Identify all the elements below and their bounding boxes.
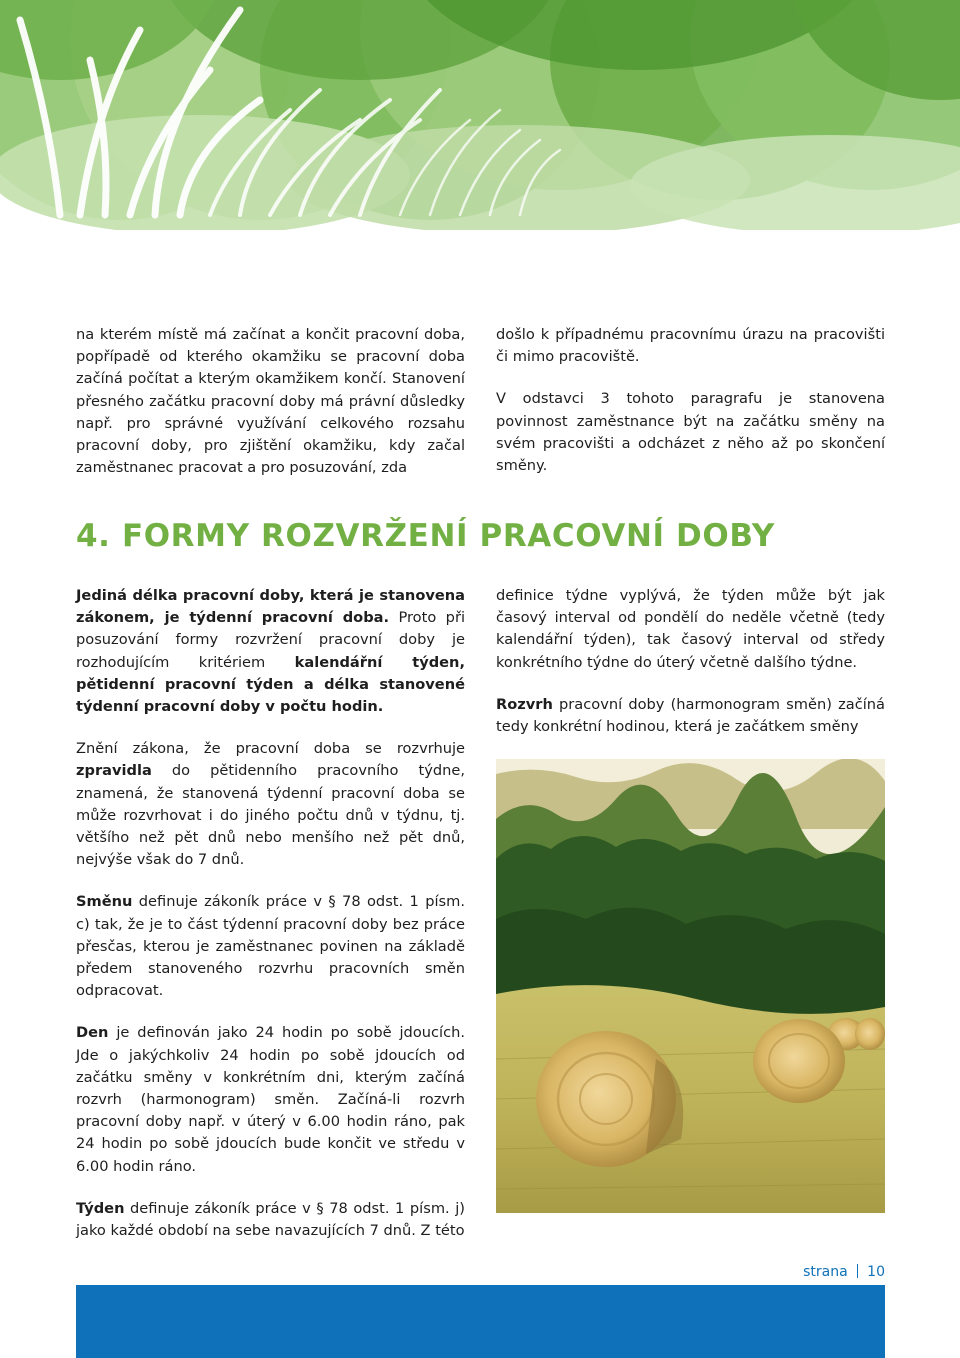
body-text: pracovní doby (harmonogram směn) začíná tedy konkrétní hodinou, která je začátkem směny (496, 695, 885, 736)
body-left-column (76, 585, 465, 1262)
hay-bales-photo (496, 759, 885, 1213)
intro-right-paragraph-1: došlo k případnému pracovnímu úrazu na pracovišti či mimo pracoviště. (496, 326, 885, 366)
body-text: do pětidenního pracovního týdne, znamená, že stanovená týdenní pracovní doba se může rozvrhovat i do jiného počtu dnů v týdnu, tj. většího než pět dnů nebo menšího než pět dnů, nejvýše však do 7 dnů. (76, 762, 465, 869)
body-text: Znění zákona, že pracovní doba se rozvrhuje (76, 740, 465, 758)
bold-text: Jediná délka pracovní doby, která je stanovena zákonem, je týdenní pracovní doba. (76, 587, 465, 627)
decorative-leaf-header (0, 0, 960, 230)
footer-bar (76, 1285, 885, 1358)
paragraph-shift-definition (76, 891, 465, 1002)
paragraph-day-definition (76, 1022, 465, 1177)
body-text: definuje zákoník práce v § 78 odst. 1 písm. j) jako každé období na sebe navazujících 7 dnů. Z této (76, 1199, 465, 1240)
bold-text: kalendářní týden, pětidenní pracovní týden a délka stanovené týdenní pracovní doby v počtu hodin. (76, 653, 465, 716)
intro-right-paragraph-2: V odstavci 3 tohoto paragrafu je stanovena povinnost zaměstnance být na začátku směny na svém pracovišti a odcházet z něho až po skončení směny. (496, 390, 885, 475)
paragraph-weekly-hours (76, 585, 465, 718)
page-label: strana (803, 1264, 848, 1280)
bold-text: zpravidla (76, 762, 152, 780)
bold-text: Směnu (76, 893, 133, 911)
body-right-column (496, 585, 885, 758)
intro-left-column (76, 324, 465, 499)
bold-text: Týden (76, 1199, 125, 1217)
body-text: Proto při posuzování formy rozvržení pracovní doby je rozhodujícím kritériem (76, 609, 465, 671)
paragraph-five-day-week (76, 738, 465, 871)
paragraph-week-definition (76, 1198, 465, 1242)
intro-left-paragraph: na kterém místě má začínat a končit pracovní doba, popřípadě od kterého okamžiku se pracovní doba začíná počítat a kterým okamžikem končí. Stanovení přesného začátku pracovní doby má právní důsledky např. pro správné využívání celkového rozsahu pracovní doby, pro zjištění okamžiku, kdy začal zaměstnanec pracovat a pro posuzování, zda (76, 326, 465, 477)
bold-text: Den (76, 1024, 109, 1042)
page-separator (857, 1264, 859, 1278)
paragraph-week-continued: definice týdne vyplývá, že týden může být jak časový interval od pondělí do neděle včetně (tedy kalendářní týden), tak časový interval od středy konkrétního týdne do úterý včetně dalšího týdne. (496, 587, 885, 671)
body-text: definuje zákoník práce v § 78 odst. 1 písm. c) tak, že je to část týdenní pracovní doby bez práce přesčas, kterou je zaměstnanec povinen na základě předem stanoveného rozvrhu pracovních směn odpracovat. (76, 893, 465, 1000)
paragraph-schedule (496, 694, 885, 738)
section-heading: 4. FORMY ROZVRŽENÍ PRACOVNÍ DOBY (76, 518, 775, 554)
page-number-value: 10 (867, 1264, 885, 1280)
body-text: je definován jako 24 hodin po sobě jdoucích. Jde o jakýchkoliv 24 hodin po sobě jdoucích od začátku směny v konkrétním dni, kterým začíná rozvrh (harmonogram) směn. Začíná-li rozvrh pracovní doby např. v úterý v 6.00 hodin ráno, pak 24 hodin po sobě jdoucích bude končit ve středu v 6.00 hodin ráno. (76, 1024, 465, 1175)
bold-text: Rozvrh (496, 695, 553, 713)
page-number (803, 1264, 885, 1280)
intro-right-column (496, 324, 885, 497)
